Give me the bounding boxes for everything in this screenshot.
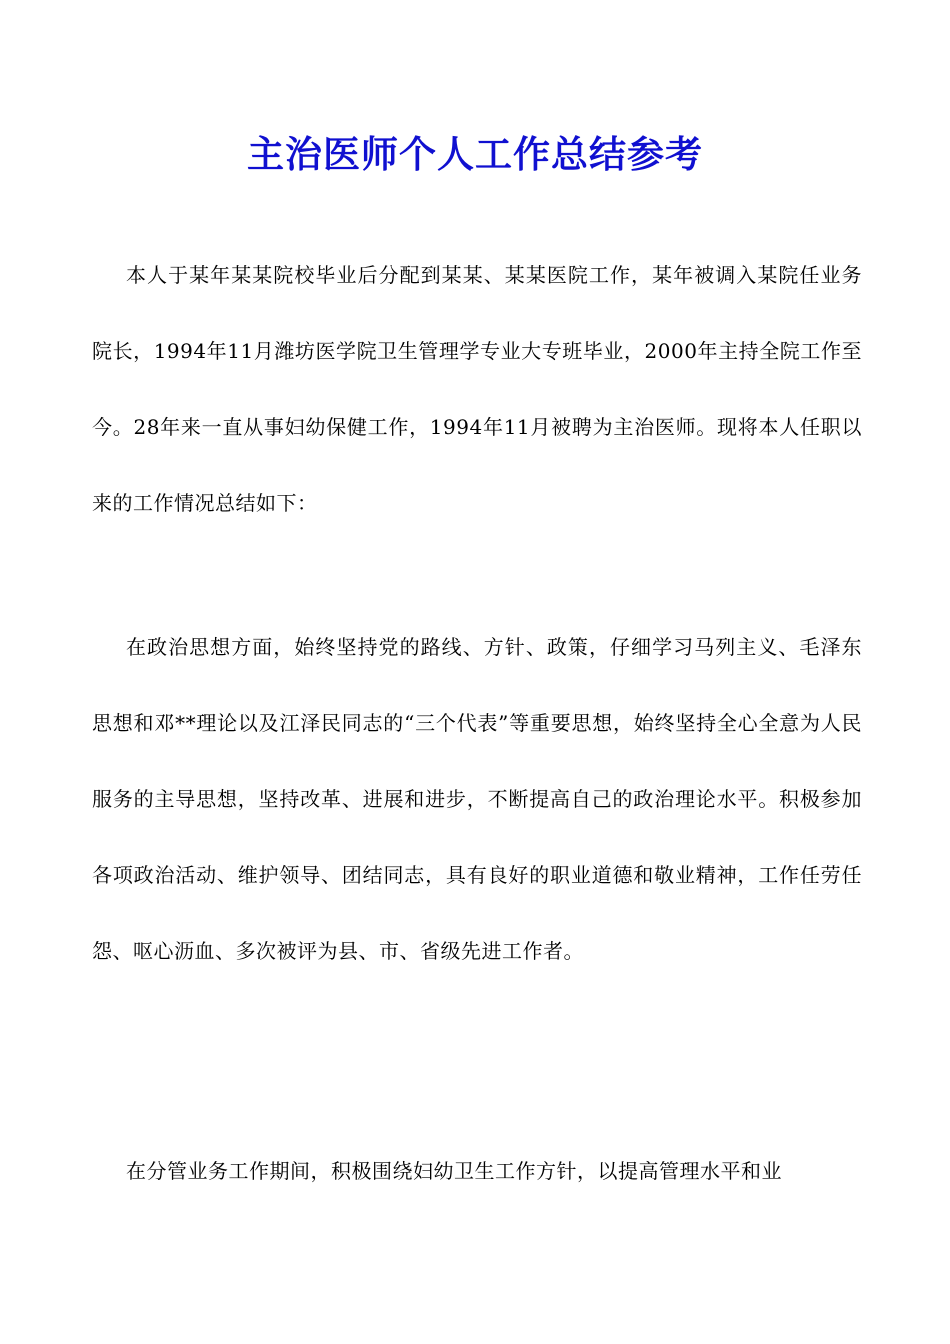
document-title: 主治医师个人工作总结参考	[247, 132, 703, 176]
body-paragraph: 在政治思想方面，始终坚持党的路线、方针、政策，仔细学习马列主义、毛泽东思想和邓**理论以及江泽民同志的“三个代表”等重要思想，始终坚持全心全意为人民服务的主导思想，坚持改革、进展和进步，不断提高自己的政治理论水平。积极参加各项政治活动、维护领导、团结同志，具有良好的职业道德和敬业精神，工作任劳任怨、呕心沥血、多次被评为县、市、省级先进工作者。	[92, 635, 862, 963]
body-paragraph: 在分管业务工作期间，积极围绕妇幼卫生工作方针，以提高管理水平和业	[126, 1159, 782, 1183]
body-paragraph: 本人于某年某某院校毕业后分配到某某、某某医院工作，某年被调入某院任业务院长，1994年11月潍坊医学院卫生管理学专业大专班毕业，2000年主持全院工作至今。28年来一直从事妇幼保健工作，1994年11月被聘为主治医师。现将本人任职以来的工作情况总结如下：	[92, 263, 862, 515]
